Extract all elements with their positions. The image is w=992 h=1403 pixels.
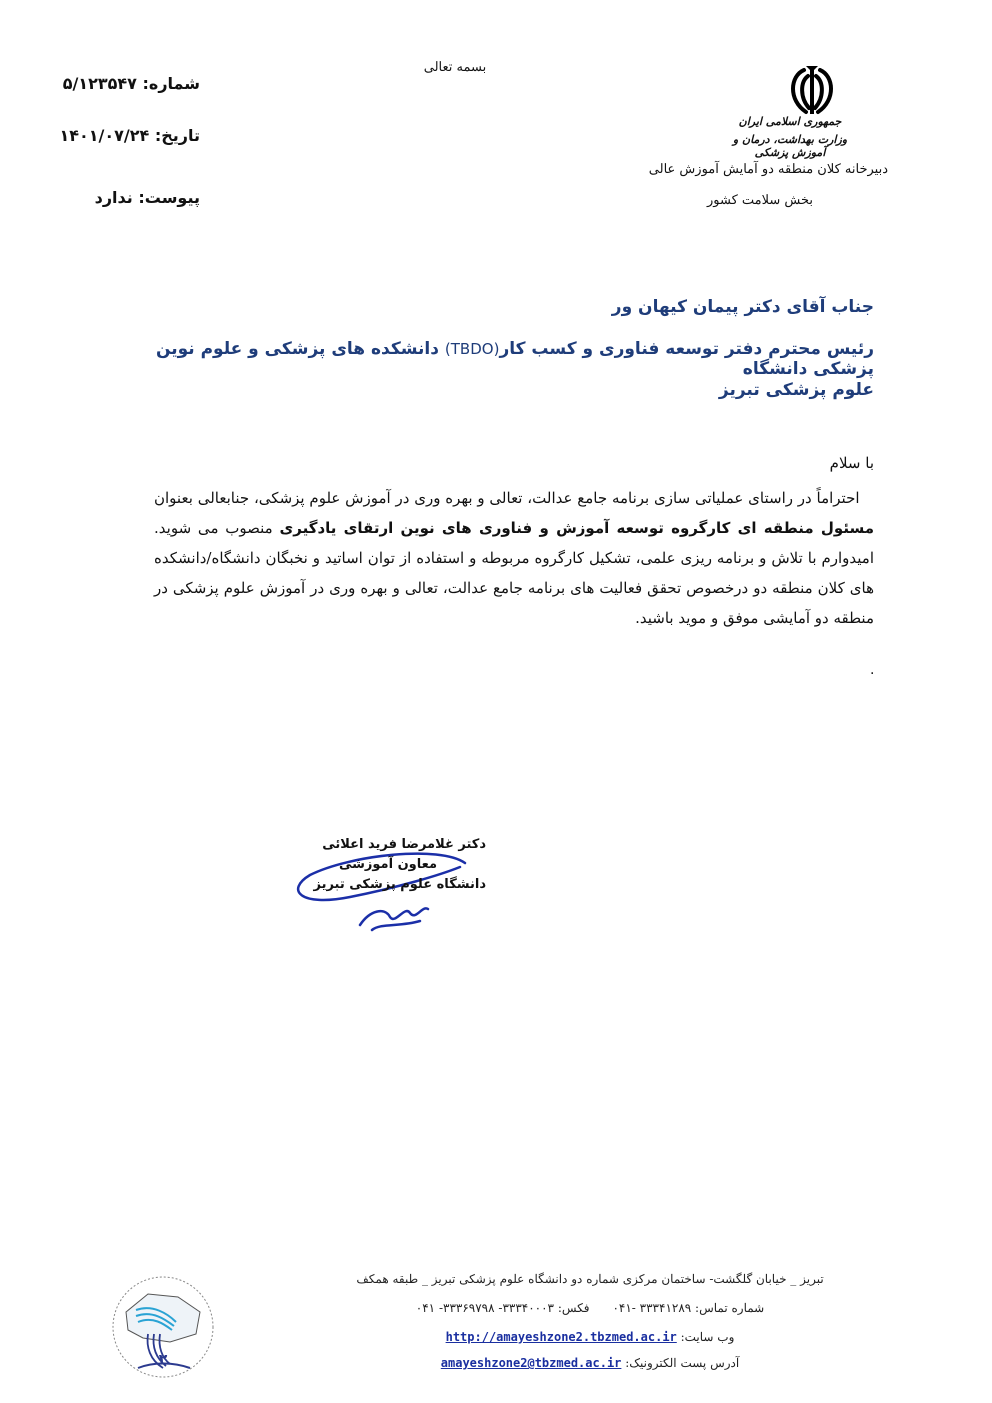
office-line-1: دبیرخانه کلان منطقه دو آمایش آموزش عالی	[648, 162, 888, 177]
phone-value: ۳۳۳۴۱۲۸۹ -۰۴۱	[612, 1301, 692, 1315]
svg-text:۲: ۲	[158, 1352, 168, 1368]
footer-contact	[330, 1301, 850, 1315]
invocation-text: بسمه تعالی	[423, 60, 487, 75]
letter-date-label: تاریخ:	[154, 126, 200, 145]
email-label: آدرس پست الکترونیک:	[625, 1356, 740, 1370]
footer-email	[330, 1356, 850, 1370]
signatory-organization: دانشگاه علوم پزشکی تبریز	[313, 877, 486, 892]
fax-label: فکس:	[557, 1301, 590, 1315]
website-link[interactable]: http://amayeshzone2.tbzmed.ac.ir	[445, 1330, 677, 1344]
letter-number-label: شماره:	[142, 74, 200, 93]
letter-number-value: ۵/۱۲۳۵۴۷	[62, 74, 137, 93]
letter-number	[40, 74, 200, 93]
zone2-health-logo-icon	[108, 1272, 218, 1382]
addressee-title	[154, 339, 874, 379]
fax-value: ۳۳۳۴۰۰۰۳- ۳۳۳۶۹۷۹۸- ۰۴۱	[415, 1301, 554, 1315]
office-line-2: بخش سلامت کشور	[706, 193, 813, 208]
body-part-2: منصوب می شوید. امیدوارم با تلاش و برنامه ریزی علمی، تشکیل کارگروه مربوطه و استفاده از توان اساتید و نخبگان دانشگاه/دانشکده های کلان منطقه دو درخصوص تحقق فعالیت های برنامه جامع عدالت، تعالی و بهره وری در آموزش علوم پزشکی در منطقه دو آمایشی موفق و موید باشید.	[154, 519, 874, 627]
addressee-org: علوم پزشکی تبریز	[718, 380, 874, 400]
iran-emblem-icon	[782, 62, 842, 118]
letter-attachment-label: پیوست:	[138, 188, 200, 207]
website-label: وب سایت:	[680, 1330, 735, 1344]
addressee-title-post: دانشکده های پزشکی و علوم نوین پزشکی دانشگاه	[155, 339, 874, 379]
footer-website	[330, 1330, 850, 1344]
phone-label: شماره تماس:	[695, 1301, 765, 1315]
signatory-title: معاون آموزشی	[338, 857, 438, 872]
body-paragraph	[154, 483, 874, 633]
body-bold-role: مسئول منطقه ای کارگروه توسعه آموزش و فناوری های نوین ارتقای یادگیری	[279, 519, 874, 537]
footer-address: تبریز _ خیابان گلگشت- ساختمان مرکزی شماره دو دانشگاه علوم پزشکی تبریز _ طبقه همکف	[356, 1272, 824, 1286]
body-part-1: احتراماً در راستای عملیاتی سازی برنامه جامع عدالت، تعالی و بهره وری در آموزش علوم پزشکی، جنابعالی بعنوان	[154, 489, 860, 507]
ministry-line-1: جمهوری اسلامی ایران	[738, 115, 842, 128]
signatory-name: دکتر غلامرضا فرید اعلائی	[322, 837, 486, 852]
letter-date	[40, 126, 200, 145]
signature-block	[290, 835, 490, 935]
trailing-dot: .	[870, 662, 875, 678]
letter-attachment	[40, 188, 200, 207]
addressee-name: جناب آقای دکتر پیمان کیهان ور	[611, 297, 874, 317]
addressee-title-pre: رئیس محترم دفتر توسعه فناوری و کسب کار	[499, 339, 874, 359]
email-link[interactable]: amayeshzone2@tbzmed.ac.ir	[440, 1356, 622, 1370]
letter-attachment-value: ندارد	[94, 188, 133, 207]
greeting: با سلام	[829, 454, 874, 472]
addressee-abbr: (TBDO)	[444, 340, 500, 358]
letter-date-value: ۱۴۰۱/۰۷/۲۴	[59, 126, 150, 145]
ministry-line-2: وزارت بهداشت، درمان و آموزش پزشکی	[732, 133, 848, 159]
